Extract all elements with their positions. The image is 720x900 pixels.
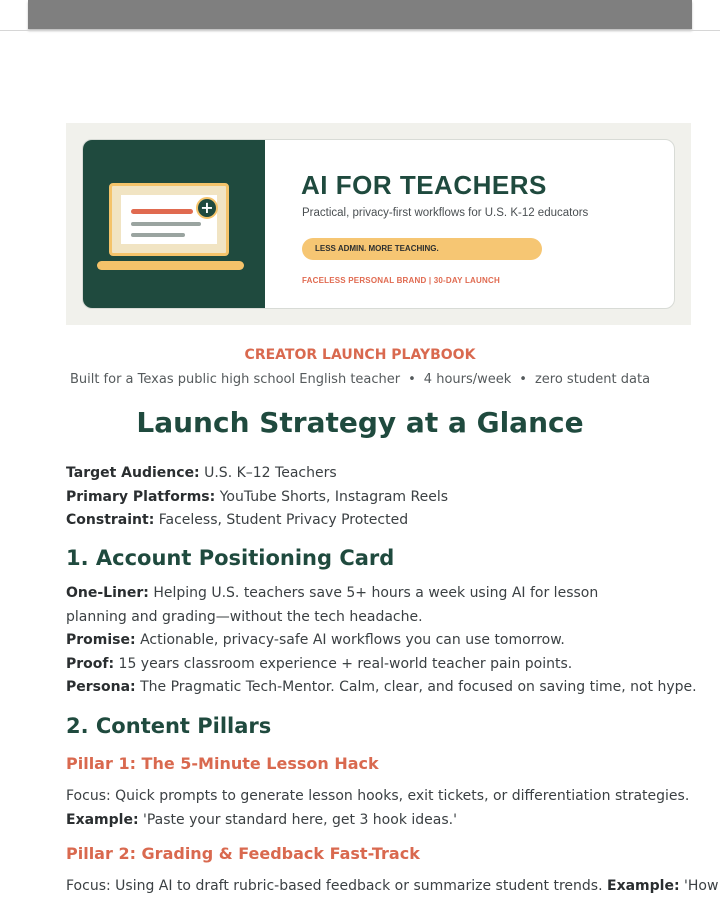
pillar-2-focus	[66, 875, 719, 899]
pillar-1-focus: Focus: Quick prompts to generate lesson hooks, exit tickets, or differentiation strategies.	[66, 788, 690, 804]
byline-audience: Built for a Texas public high school English teacher	[69, 372, 401, 387]
meta-value: Faceless, Student Privacy Protected	[158, 512, 409, 528]
meta-value: U.S. K–12 Teachers	[204, 465, 337, 481]
screen-line	[131, 222, 201, 226]
pillar-2-body	[66, 875, 719, 899]
meta-label: Constraint:	[66, 512, 155, 528]
meta-target-audience	[66, 462, 666, 486]
page-title: Launch Strategy at a Glance	[136, 406, 584, 439]
byline-separator: •	[519, 372, 527, 387]
banner-tags: FACELESS PERSONAL BRAND | 30-DAY LAUNCH	[302, 276, 500, 285]
banner-subtitle: Practical, privacy-first workflows for U.S. K-12 educators	[302, 207, 589, 219]
meta-primary-platforms	[66, 486, 666, 510]
plus-icon: +	[196, 197, 218, 219]
example-text: 'Paste your standard here, get 3 hook ideas.'	[143, 811, 457, 828]
one-liner-text: Helping U.S. teachers save 5+ hours a week using AI for lesson planning and grading—without the tech headache.	[66, 585, 599, 625]
one-liner	[66, 582, 656, 629]
section-heading-positioning: 1. Account Positioning Card	[66, 546, 395, 570]
banner-card	[82, 139, 675, 309]
byline-separator: •	[408, 372, 416, 387]
promise-label: Promise:	[66, 632, 136, 648]
laptop-base	[97, 261, 244, 270]
meta-constraint	[66, 509, 666, 533]
example-label: Example:	[66, 811, 139, 828]
section-heading-pillars: 2. Content Pillars	[66, 714, 272, 738]
promise-text: Actionable, privacy-safe AI workflows you can use tomorrow.	[140, 632, 565, 648]
byline-time: 4 hours/week	[423, 372, 512, 387]
screen-line	[131, 233, 185, 237]
one-liner-label: One-Liner:	[66, 585, 149, 601]
banner-illustration-panel	[83, 140, 265, 309]
hero-banner	[66, 123, 691, 325]
example-text: 'How	[684, 878, 719, 894]
persona	[66, 676, 697, 700]
pillar-1-title: Pillar 1: The 5-Minute Lesson Hack	[66, 754, 379, 773]
meta-label: Primary Platforms:	[66, 488, 216, 505]
browser-toolbar	[28, 0, 692, 29]
banner-title: AI FOR TEACHERS	[301, 170, 547, 200]
meta-value: YouTube Shorts, Instagram Reels	[219, 488, 449, 505]
pillar-2-title: Pillar 2: Grading & Feedback Fast-Track	[66, 844, 420, 863]
section-kicker: CREATOR LAUNCH PLAYBOOK	[244, 347, 476, 363]
banner-tagline-pill: LESS ADMIN. MORE TEACHING.	[302, 238, 542, 260]
byline	[0, 372, 720, 387]
positioning-card	[66, 582, 697, 700]
proof-text: 15 years classroom experience + real-world teacher pain points.	[118, 655, 573, 672]
divider	[0, 30, 720, 31]
example-label: Example:	[607, 878, 680, 894]
screen-line-accent	[131, 209, 193, 214]
pillar-1-example	[66, 809, 666, 833]
meta-label: Target Audience:	[66, 465, 200, 481]
document-body	[66, 462, 719, 894]
pillar-2-focus-text: Focus: Using AI to draft rubric-based feedback or summarize student trends.	[66, 878, 603, 894]
persona-text: The Pragmatic Tech-Mentor. Calm, clear, and focused on saving time, not hype.	[140, 679, 697, 695]
promise	[66, 629, 656, 653]
pillar-1-body	[66, 785, 690, 832]
byline-privacy: zero student data	[534, 372, 651, 387]
proof	[66, 653, 656, 677]
laptop-icon	[109, 183, 229, 256]
proof-label: Proof:	[66, 655, 115, 672]
persona-label: Persona:	[66, 679, 136, 695]
